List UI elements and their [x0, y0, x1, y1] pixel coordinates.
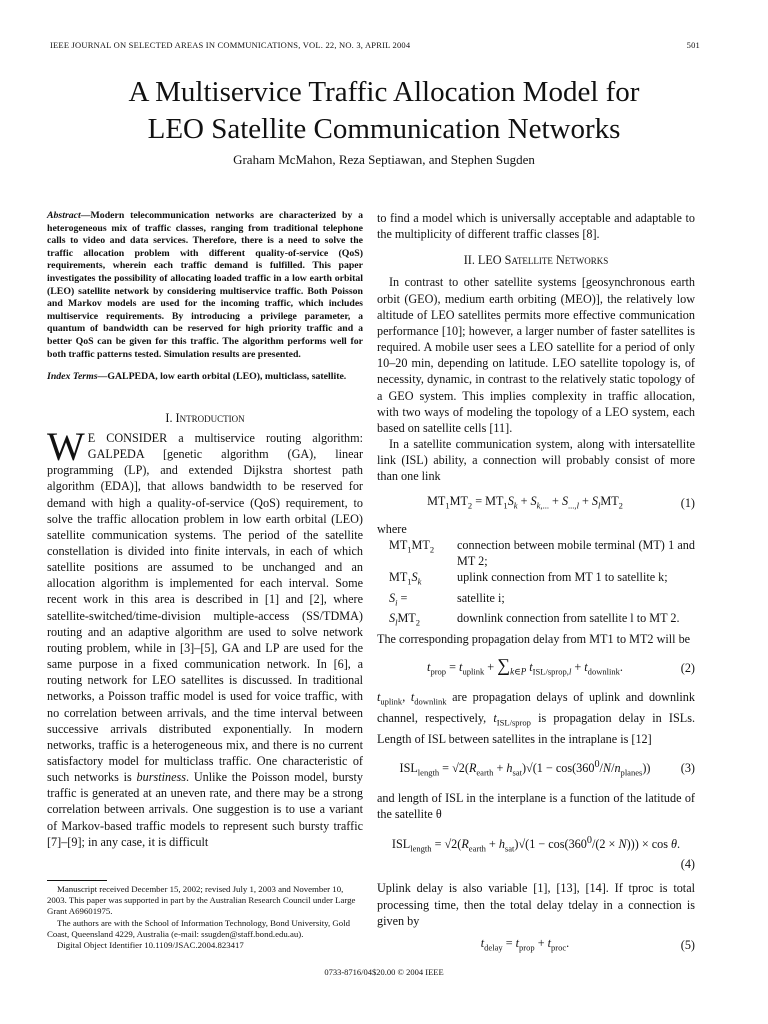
- equation-5-number: (5): [680, 938, 695, 953]
- right-column: [377, 210, 695, 962]
- equation-4-number: (4): [680, 857, 695, 872]
- emphasis-burstiness: burstiness: [136, 770, 186, 785]
- page-number: 501: [686, 40, 700, 50]
- equation-5: $t_{delay} = t_{prop} + t_{proc}$. (5): [480, 935, 695, 953]
- running-header: [50, 40, 700, 50]
- footnote-rule: [47, 880, 107, 881]
- paper-title: [0, 74, 768, 148]
- abstract-text: Modern telecommunication networks are characterized by a heterogeneous mix of traffic classes, ranging from traditional telephone calls to video and data services. Therefore, there is a need to solve the traffic allocation problem with different quality-of-service (QoS) requirements, wherein each traffic demand is fulfilled. This paper investigates the possibility of allocating loaded traffic in a low earth orbital (LEO) satellite network by considering multiservice traffic. Both Poisson and Markov models are used for the incoming traffic, which includes multiservice requirements. By introducing a privilege parameter, a quantum of bandwidth can be reserved for high priority traffic and a better QoS can be given for this traffic. The algorithm performs well for both traffic patterns tested. Simulation results are presented.: [47, 210, 363, 360]
- where-label: where: [377, 522, 407, 537]
- equation-3-number: (3): [680, 761, 695, 776]
- section-heading-introduction: I. Introduction: [165, 410, 245, 425]
- title-line-1: A Multiservice Traffic Allocation Model for: [128, 76, 640, 108]
- index-terms: [47, 371, 363, 384]
- journal-header: IEEE JOURNAL ON SELECTED AREAS IN COMMUNICATIONS, VOL. 22, NO. 3, APRIL 2004: [50, 40, 411, 50]
- equation-3: $ISL_{length} = √2(R_{earth} + h_{sat})√(1 - \cos(360^0/N/n_{planes}))$ (3): [399, 758, 695, 778]
- definition-row: $MT_1MT_2$ connection between mobile terminal (MT) 1 and MT 2;: [389, 538, 695, 569]
- section-heading-leo: II. LEO Satellite Networks: [463, 253, 609, 268]
- index-terms-label: Index Terms—: [47, 371, 108, 383]
- title-line-2: LEO Satellite Communication Networks: [147, 113, 621, 145]
- footnote-affiliation: The authors are with the School of Information Technology, Bond University, Gold Coast, Queensland 4229, Australia (e-mail: ssugden@staff.bond.edu.au).: [47, 917, 350, 939]
- symbol-definitions: [389, 537, 695, 630]
- definition-row: $MT_1S_k$ uplink connection from MT 1 to satellite k;: [389, 570, 668, 587]
- uplink-paragraph: Uplink delay is also variable [1], [13], [14]. If tproc is total processing time, then the total delay tdelay in a connection is given by: [377, 881, 695, 928]
- interplane-paragraph: and length of ISL in the interplane is a function of the latitude of the satellite θ: [377, 791, 695, 822]
- equation-2: $t_{prop} = t_{uplink} + \sum_{k\in P}$ $t_{ISL/sprop,l} + t_{downlink}$. (2): [427, 654, 695, 677]
- index-terms-text: GALPEDA, low earth orbital (LEO), multiclass, satellite.: [107, 371, 347, 383]
- footnote-manuscript: Manuscript received December 15, 2002; revised July 1, 2003 and November 10, 2003. This paper was supported in part by the Australian Research Council under Large Grant A69601975.: [47, 884, 356, 917]
- delay-paragraph: $t_{uplink}$, $t_{downlink}$ are propagation delays of uplink and downlink channel, respectively, $t_{ISL/sprop}$ is propagation delay in ISLs. Length of ISL between satellites in the intraplane is [12]: [377, 690, 695, 746]
- abstract: [47, 210, 363, 361]
- equation-1: $MT_1MT_2 = MT_1S_k + S_{k,...} + S_{...,l} + S_lMT_2$ (1): [427, 493, 695, 510]
- continued-paragraph: to find a model which is universally acceptable and adaptable to the multiplicity of different traffic classes [8].: [377, 211, 695, 242]
- propagation-intro: The corresponding propagation delay from MT1 to MT2 will be: [377, 631, 691, 646]
- drop-cap: W: [47, 423, 85, 469]
- leo-paragraph-1: In contrast to other satellite systems [geosynchronous earth orbit (GEO), medium earth orbiting (MEO)], the relatively low altitude of LEO satellites permits more effective communication performance [10]; however, a larger number of faster satellites is required. A mobile user sees a LEO satellite for a period of only 10–20 min, depending on latitude. LEO satellite topology is, of necessity, dynamic, in contrast to the relatively static topology of a GEO system. This implies complexity in traffic allocation, with two ways of modeling the topology of a LEO system, each based on satellite cells [11].: [377, 275, 695, 435]
- definition-row: $S_i$ = satellite i;: [389, 590, 505, 608]
- intro-paragraph: W E CONSIDER a multiservice routing algorithm: GALPEDA [genetic algorithm (GA), linear programming (LP), and extended Dijkstra shortest path algorithm (EDA)], that allows bandwidth to be reserved for demand with high a quality-of-service (QoS) requirement, to solve the traffic allocation problem in low earth orbital (LEO) satellite communication systems. The period of the satellite constellation is divided into finite intervals, in each of which satellite positions are assumed to be unchanged and an allocation algorithm is implemented for each interval. Some recent work in this area is described in [1] and [2], where satellite-switched/time-division multiple-access (SS/TDMA) routing and an adaptive algorithm are used to solve network routing problem, while in [3]–[5], GA and LP are used for the same purpose in a fixed communication network. In [6], a routing network for LEO satellites is discussed. In traditional networks, a Poisson traffic model is used for voice traffic, with no correlation between arrivals, and the time interval between successive arrivals distributed exponentially. In modern networks, traffic is a heterogeneous mix, and there is no current satisfactory model for multiclass traffic. One characteristic of such networks is burstiness. Unlike the Poisson model, bursty traffic is generated at an uneven rate, and there may be a strong correlation between arrivals. One suggestion is to use a variant of Markov-based traffic models to represent such bursty traffic [7]–[9]; in any case, it is difficult: [47, 423, 363, 849]
- author-list: Graham McMahon, Reza Septiawan, and Stephen Sugden: [233, 152, 535, 167]
- definition-row: $S_lMT_2$ downlink connection from satellite l to MT 2.: [389, 611, 680, 628]
- equation-4: $ISL_{length} = √2(R_{earth} + h_{sat})√(1 - \cos(360^0/(2 \times N))) \times \cos \theta$.: [391, 834, 681, 854]
- footnote-doi: Digital Object Identifier 10.1109/JSAC.2004.823417: [57, 940, 244, 951]
- copyright-footer: 0733-8716/04$20.00 © 2004 IEEE: [324, 967, 444, 977]
- left-column: [47, 210, 363, 850]
- equation-1-number: (1): [680, 495, 695, 510]
- abstract-label: Abstract—: [47, 210, 91, 221]
- equation-2-number: (2): [680, 660, 695, 675]
- leo-paragraph-2: In a satellite communication system, along with intersatellite link (ISL) ability, a connection will probably consist of more than one link: [377, 437, 695, 484]
- footnote: [47, 880, 363, 951]
